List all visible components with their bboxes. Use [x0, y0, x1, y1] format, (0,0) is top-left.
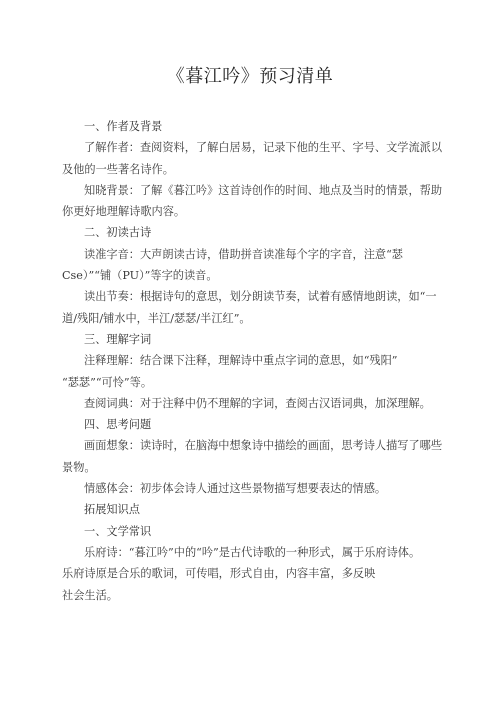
paragraph-line: 道/残阳/铺水中，半江/瑟瑟/半江红”。: [62, 311, 251, 325]
paragraph-line: 查阅词典：对于注释中仍不理解的字词，查阅古汉语词典，加深理解。: [84, 396, 431, 410]
paragraph-line: 了解作者：查阅资料，了解白居易，记录下他的生平、字号、文学流派以: [84, 141, 443, 155]
paragraph-line: 读出节奏：根据诗句的意思，划分朗读节奏，试着有感情地朗读，如“一: [84, 290, 437, 304]
paragraph-line: “瑟瑟”“可怜”等。: [62, 375, 153, 389]
paragraph-line: 乐府诗原是合乐的歌词，可传唱，形式自由，内容丰富，多反映: [62, 567, 376, 581]
paragraph-line: 社会生活。: [62, 588, 118, 602]
paragraph-line: 你更好地理解诗歌内容。: [62, 205, 186, 219]
paragraph-line: 景物。: [62, 460, 96, 474]
paragraph-line: 知晓背景：了解《暮江吟》这首诗创作的时间、地点及当时的情景，帮助: [84, 183, 443, 197]
document-title: 《暮江吟》预习清单: [166, 66, 334, 87]
paragraph-line: 注释理解：结合课下注释，理解诗中重点字词的意思，如“残阳”: [84, 354, 398, 368]
paragraph-line: 及他的一些著名诗作。: [62, 162, 174, 176]
section-heading-author-background: 一、作者及背景: [84, 120, 163, 133]
paragraph-line: 情感体会：初步体会诗人通过这些景物描写想要表达的情感。: [84, 482, 387, 496]
section-heading-vocabulary: 三、理解字词: [84, 332, 152, 346]
section-heading-literary-knowledge: 一、文学常识: [84, 524, 152, 538]
paragraph-line: Cse）”“铺（PU）”等字的读音。: [62, 269, 218, 283]
section-heading-first-reading: 二、初读古诗: [84, 226, 152, 240]
section-heading-extension: 拓展知识点: [84, 503, 140, 517]
paragraph-line: 读准字音：大声朗读古诗，借助拼音读准每个字的字音，注意“瑟: [84, 247, 403, 261]
paragraph-line: 乐府诗：“暮江吟”中的“吟”是古代诗歌的一种形式，属于乐府诗体。: [84, 545, 421, 559]
section-heading-questions: 四、思考问题: [84, 418, 152, 432]
paragraph-line: 画面想象：读诗时，在脑海中想象诗中描绘的画面，思考诗人描写了哪些: [84, 439, 443, 453]
document-body: [62, 116, 442, 606]
